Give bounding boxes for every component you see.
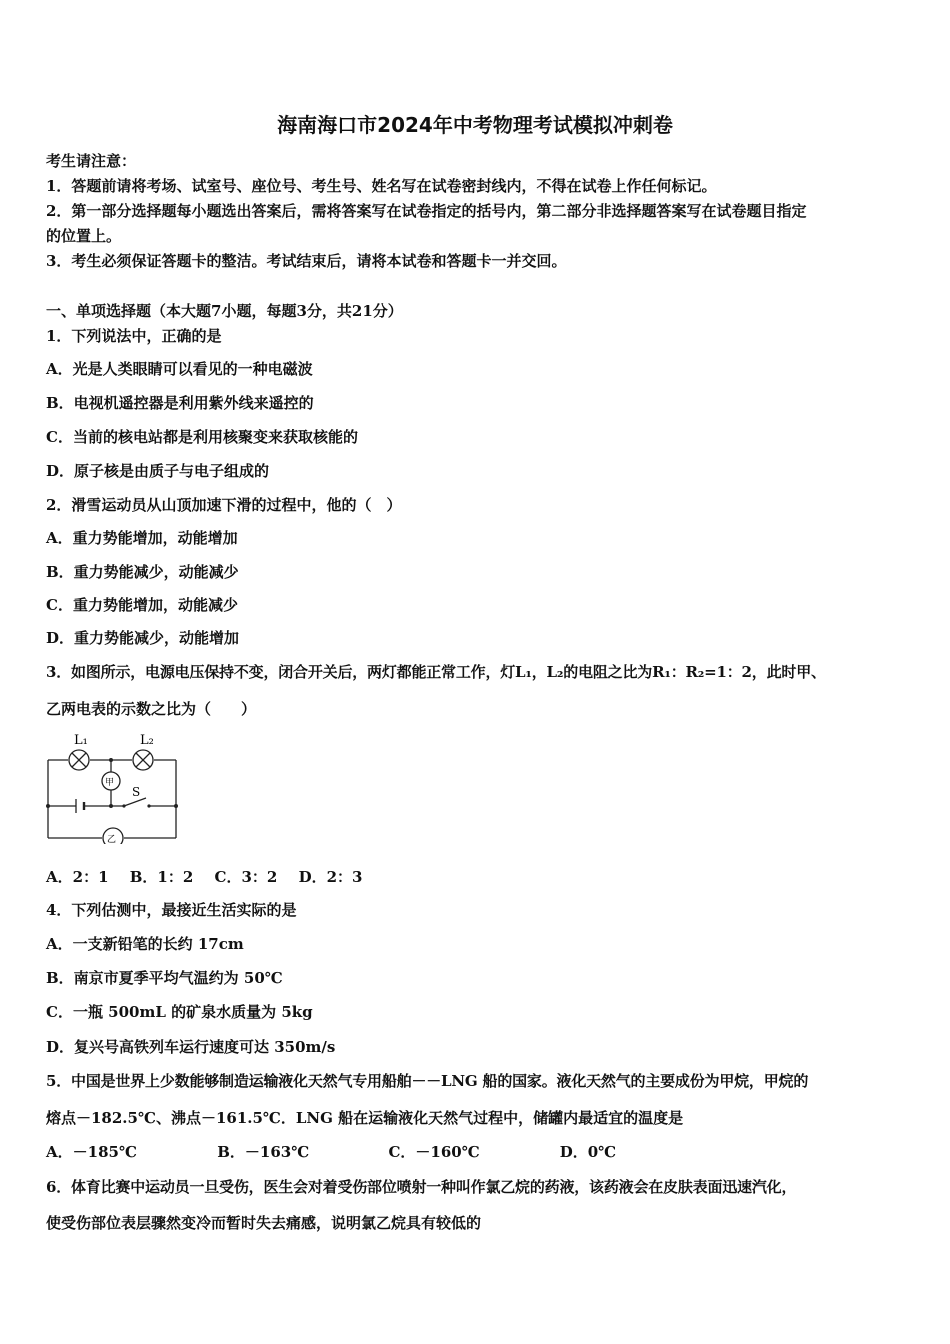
q6-stem-line1: 6．体育比赛中运动员一旦受伤，医生会对着受伤部位喷射一种叫作氯乙烷的药液，该药液会在皮肤表面迅速汽化，	[46, 1178, 797, 1196]
junction-center	[109, 804, 113, 808]
q2-option-c: C．重力势能增加，动能减少	[46, 596, 238, 614]
q3-stem-line2: 乙两电表的示数之比为（ ）	[46, 700, 257, 718]
page-title: 海南海口市2024年中考物理考试模拟冲刺卷	[277, 113, 673, 137]
q4-option-b: B．南京市夏季平均气温约为 50℃	[46, 969, 283, 987]
notice-item-3: 3．考生必须保证答题卡的整洁。考试结束后，请将本试卷和答题卡一并交回。	[46, 252, 567, 270]
q3-option-c: C．3：2	[214, 868, 278, 886]
q5-option-b: B．－163℃	[217, 1143, 310, 1161]
q5-option-a: A．－185℃	[46, 1143, 137, 1161]
section-heading: 一、单项选择题（本大题7小题，每题3分，共21分）	[46, 302, 403, 320]
label-switch: S	[132, 785, 141, 799]
q1-option-b: B．电视机遥控器是利用紫外线来遥控的	[46, 394, 314, 412]
q5-option-c: C．－160℃	[388, 1143, 480, 1161]
q5-option-d: D．0℃	[559, 1143, 617, 1161]
q2-option-b: B．重力势能减少，动能减少	[46, 563, 239, 581]
q2-stem: 2．滑雪运动员从山顶加速下滑的过程中，他的（ ）	[46, 496, 402, 514]
q4-option-a: A．一支新铅笔的长约 17cm	[46, 935, 244, 953]
q4-option-c: C．一瓶 500mL 的矿泉水质量为 5kg	[46, 1003, 313, 1021]
label-l1: L₁	[74, 733, 88, 748]
q1-option-a: A．光是人类眼睛可以看见的一种电磁波	[46, 360, 313, 378]
q1-option-c: C．当前的核电站都是利用核聚变来获取核能的	[46, 428, 358, 446]
q6-stem-line2: 使受伤部位表层骤然变冷而暂时失去痛感，说明氯乙烷具有较低的	[46, 1214, 482, 1232]
q5-options	[46, 1142, 616, 1162]
q3-options	[46, 867, 363, 887]
q2-option-a: A．重力势能增加，动能增加	[46, 529, 238, 547]
notice-item-2-cont: 的位置上。	[46, 227, 122, 245]
circuit-diagram	[44, 728, 184, 844]
q3-option-b: B．1：2	[129, 868, 194, 886]
q2-option-d: D．重力势能减少，动能增加	[46, 629, 240, 647]
q5-stem-line1: 5．中国是世界上少数能够制造运输液化天然气专用船舶－－LNG 船的国家。液化天然气的主要成份为甲烷，甲烷的	[46, 1072, 809, 1090]
junction-right	[174, 804, 178, 808]
q4-stem: 4．下列估测中，最接近生活实际的是	[46, 901, 297, 919]
switch-pivot	[122, 804, 125, 807]
switch-contact	[147, 804, 150, 807]
q5-stem-line2: 熔点－182.5℃、沸点－161.5℃．LNG 船在运输液化天然气过程中，储罐内最适宜的温度是	[46, 1109, 684, 1127]
q3-option-a: A．2：1	[46, 868, 109, 886]
switch-blade	[124, 798, 146, 806]
notice-item-2: 2．第一部分选择题每小题选出答案后，需将答案写在试卷指定的括号内，第二部分非选择题答案写在试卷题目指定	[46, 202, 807, 220]
q3-stem-line1: 3．如图所示，电源电压保持不变，闭合开关后，两灯都能正常工作，灯L₁，L₂的电阻之比为R₁：R₂=1：2，此时甲、	[46, 663, 826, 681]
q3-option-d: D．2：3	[298, 868, 363, 886]
label-meter-yi: 乙	[107, 835, 117, 844]
label-meter-jia: 甲	[105, 778, 115, 788]
junction-left	[46, 804, 50, 808]
q4-option-d: D．复兴号高铁列车运行速度可达 350m/s	[46, 1038, 336, 1056]
q1-stem: 1．下列说法中，正确的是	[46, 327, 222, 345]
notice-heading: 考生请注意：	[46, 152, 137, 170]
notice-item-1: 1．答题前请将考场、试室号、座位号、考生号、姓名写在试卷密封线内，不得在试卷上作任何标记。	[46, 177, 717, 195]
label-l2: L₂	[140, 733, 154, 748]
junction-top	[109, 758, 113, 762]
q1-option-d: D．原子核是由质子与电子组成的	[46, 462, 270, 480]
